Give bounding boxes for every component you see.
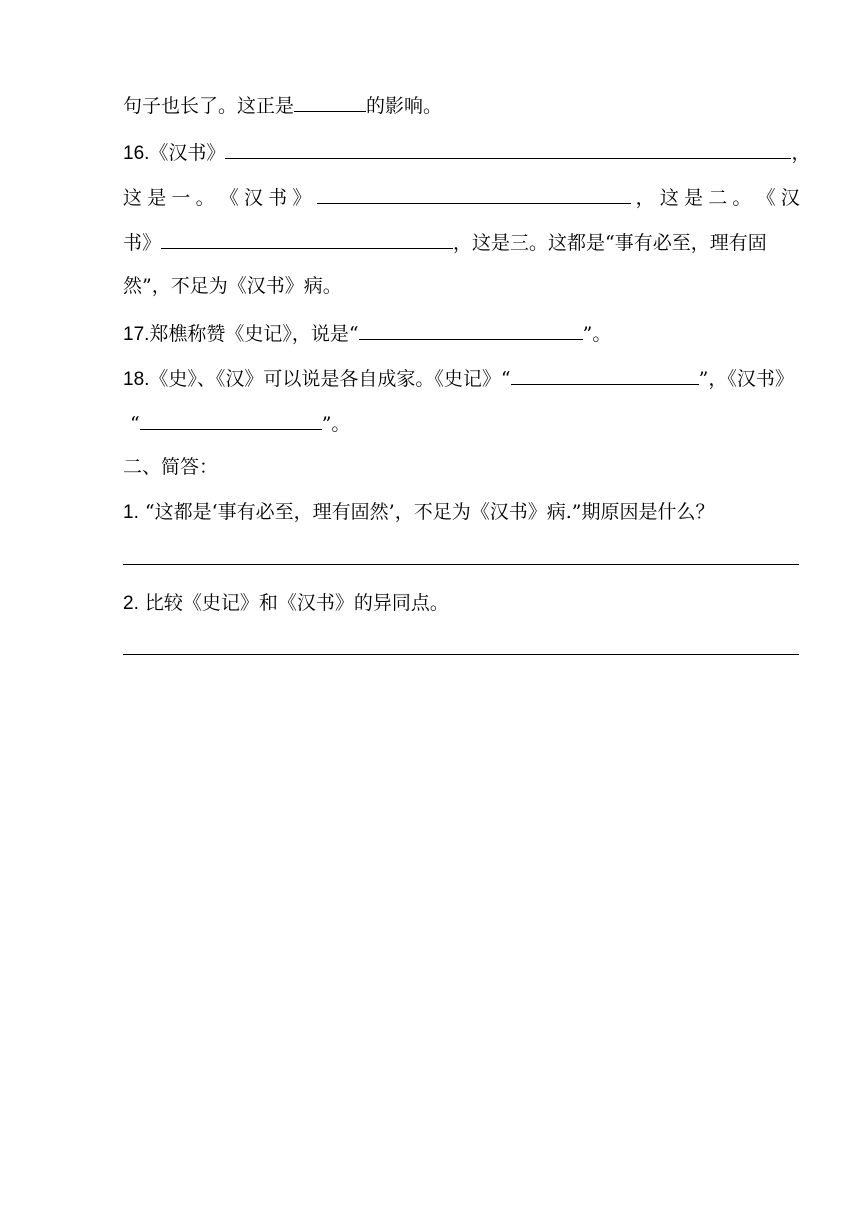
short-answer-2-question [123,590,800,617]
q16-char: 》 [292,187,312,209]
q16-answer-blank-3[interactable] [161,228,453,249]
q16-number: 16. [123,143,150,164]
q18-number: 18. [123,369,150,390]
q15-text-before: 句子也长了。这正是 [123,95,295,117]
short-answer-1-text: “这都是‘事有必至，理有固然’，不足为《汉书》病.”期原因是什么？ [144,501,715,523]
q15-text-after: 的影响。 [366,95,443,117]
q15-line [123,91,800,119]
section-2-heading-text: 二、简答： [123,456,219,478]
short-answer-1-answer-line[interactable] [123,564,799,565]
q16-char: 二 [708,187,728,209]
q16-title: 《汉书》 [149,142,226,164]
q17-text-before: 郑樵称赞《史记》，说是“ [149,323,359,345]
q18-line-1 [123,364,800,393]
q18-answer-blank-2[interactable] [140,409,322,430]
short-answer-2-answer-line[interactable] [123,654,799,655]
q16-char: 一 [171,187,191,209]
q16-line3-title: 书》 [123,232,162,254]
q16-line4-text: 然”，不足为《汉书》病。 [123,275,342,297]
q16-line-3 [123,228,800,256]
section-2-heading [123,454,800,480]
short-answer-2-number: 2. [123,593,139,614]
q16-char: 汉 [243,187,263,209]
q16-line-4 [123,273,800,299]
q16-char: 。 [195,187,215,209]
q17-text-after: ”。 [582,323,612,345]
q16-char: 是 [684,187,704,209]
q16-char: 《 [756,187,776,209]
q18-open-quote: “ [130,413,140,435]
q17-number: 17. [123,324,150,345]
short-answer-2-text: 比较《史记》和《汉书》的异同点。 [144,592,449,614]
q16-mid-comma: ， [635,187,655,209]
q18-answer-blank-1[interactable] [511,364,699,385]
q16-line-1 [123,138,811,167]
q16-char: 汉 [780,187,800,209]
q16-char: 书 [268,187,288,209]
q17-line [123,319,800,348]
q15-answer-blank[interactable] [294,91,366,112]
q18-line-2 [130,409,807,437]
short-answer-1-question [123,499,800,526]
q16-line3-text: ，这是三。这都是“事有必至，理有固 [453,232,767,254]
q16-char: 。 [732,187,752,209]
q16-char: 这 [123,187,143,209]
q16-line-2 [123,183,800,211]
q16-line1-end: ， [791,142,811,164]
q18-text-mid: ”，《汉书》 [698,368,794,390]
q18-text-before: 《史》、《汉》可以说是各自成家。《史记》“ [149,368,511,390]
short-answer-1-number: 1. [123,502,139,523]
q16-char: 这 [659,187,679,209]
q18-close-quote: ”。 [321,413,351,435]
q16-answer-blank-2[interactable] [317,183,631,204]
q16-answer-blank-1[interactable] [225,138,791,159]
q16-char: 《 [219,187,239,209]
q17-answer-blank[interactable] [359,319,583,340]
q16-char: 是 [147,187,167,209]
